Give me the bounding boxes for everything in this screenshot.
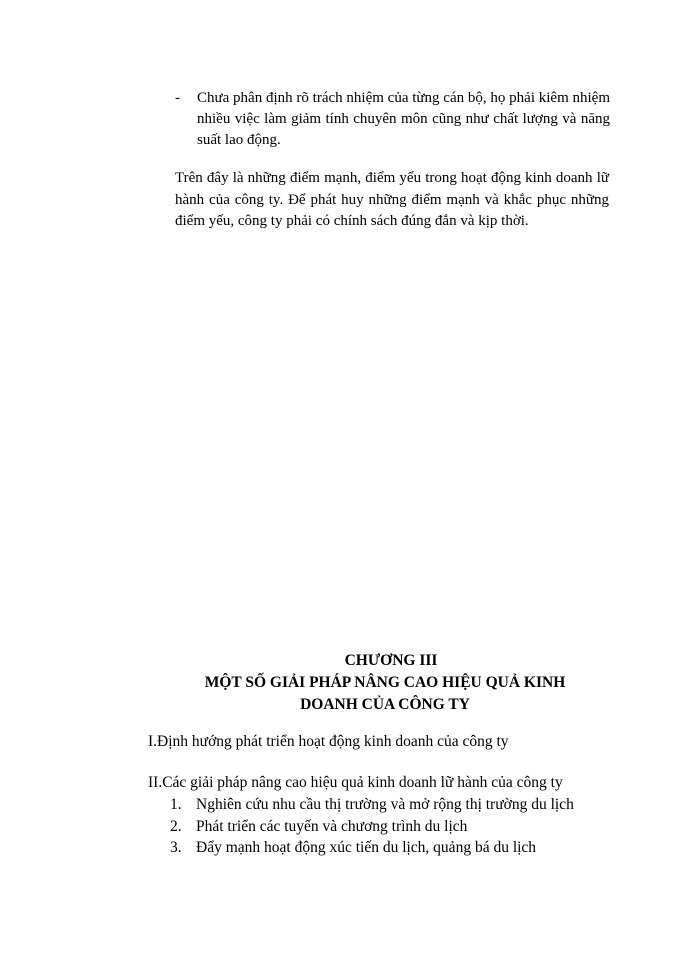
summary-paragraph: Trên đây là những điểm mạnh, điểm yếu trong hoạt động kinh doanh lữ hành của công ty. Để phát huy những điểm mạnh và khắc phục những điểm yếu, công ty phải có chính sách đúng đắn và kịp thời. (175, 170, 609, 229)
list-item (170, 816, 574, 838)
numbered-list (170, 794, 574, 859)
section-heading-2: II.Các giải pháp nâng cao hiệu quả kinh doanh lữ hành của công ty (148, 774, 563, 791)
list-item (170, 837, 574, 859)
section-heading-1: I.Định hướng phát triển hoạt động kinh doanh của công ty (148, 733, 509, 750)
bullet-marker: - (175, 90, 180, 106)
chapter-heading (150, 650, 620, 716)
bullet-item (175, 88, 610, 151)
list-text: Đẩy mạnh hoạt động xúc tiến du lịch, quảng bá du lịch (196, 839, 537, 856)
list-item (170, 794, 574, 816)
chapter-title-line1: MỘT SỐ GIẢI PHÁP NÂNG CAO HIỆU QUẢ KINH (204, 674, 566, 691)
list-text: Nghiên cứu nhu cầu thị trường và mở rộng thị trường du lịch (196, 796, 574, 813)
chapter-label: CHƯƠNG III (344, 652, 438, 669)
list-number: 3. (170, 839, 182, 856)
list-text: Phát triển các tuyến và chương trình du lịch (196, 817, 468, 835)
bullet-text: Chưa phân định rõ trách nhiệm của từng cán bộ, họ phải kiêm nhiệm nhiều việc làm giảm tính chuyên môn cũng như chất lượng và năng suất lao động. (197, 90, 610, 148)
list-number: 1. (170, 796, 182, 813)
chapter-title-line2: DOANH CỦA CÔNG TY (300, 696, 470, 713)
list-number: 2. (170, 817, 182, 835)
